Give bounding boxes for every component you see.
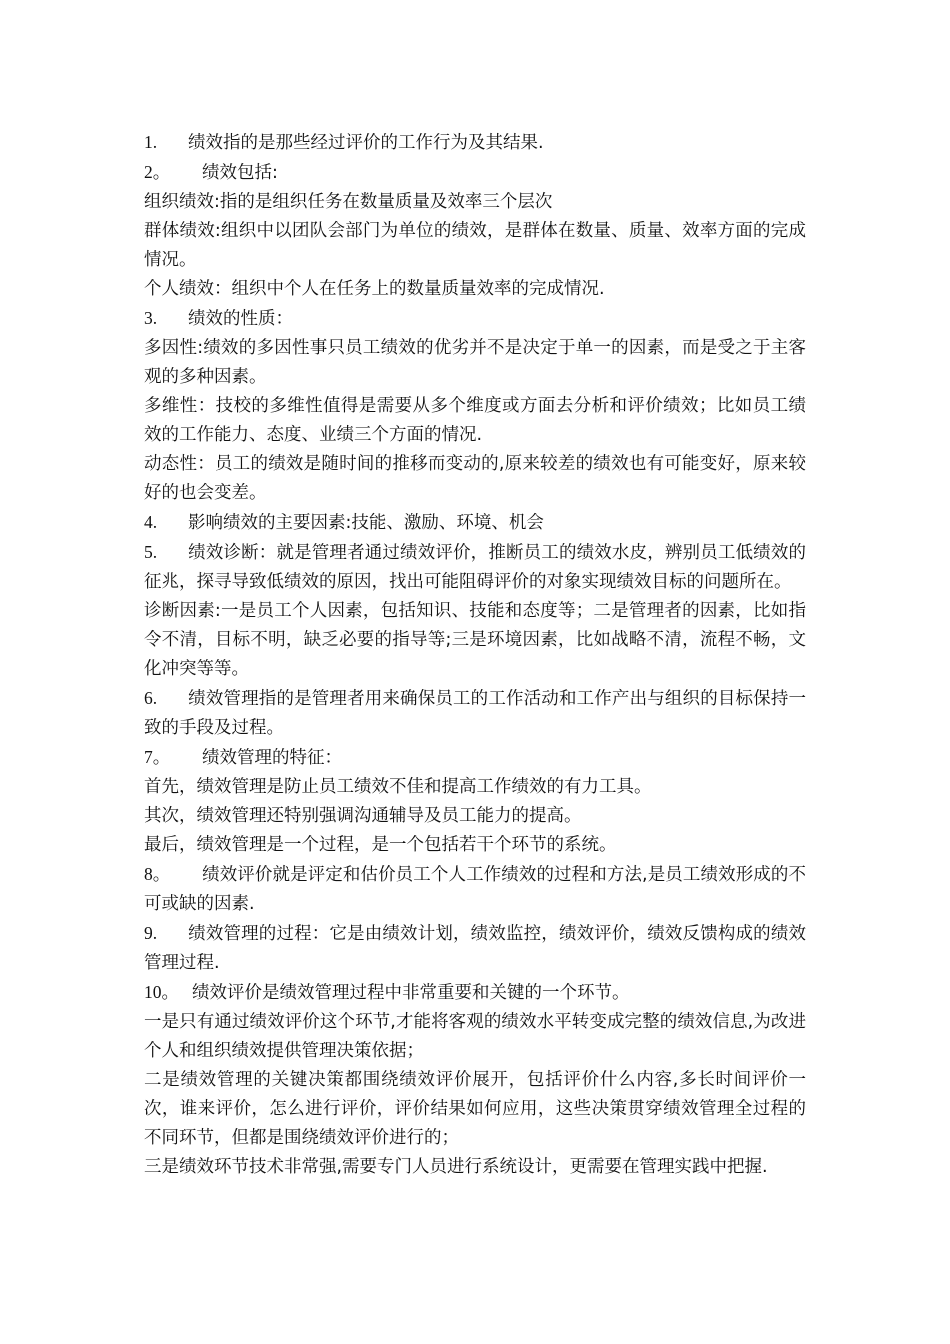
paragraph-text: 首先，绩效管理是防止员工绩效不佳和提高工作绩效的有力工具。: [144, 777, 652, 797]
paragraph-text: 绩效诊断：就是管理者通过绩效评价，推断员工的绩效水皮，辨别员工低绩效的征兆，探寻导致低绩效的原因，找出可能阻碍评价的对象实现绩效目标的问题所在。: [144, 543, 806, 592]
paragraph: [144, 392, 806, 450]
paragraph-text: 绩效评价就是评定和估价员工个人工作绩效的过程和方法,是员工绩效形成的不可或缺的因素.: [144, 865, 806, 914]
paragraph-text: 个人绩效：组织中个人在任务上的数量质量效率的完成情况.: [144, 279, 605, 299]
paragraph-number: 9.: [144, 923, 158, 943]
paragraph-text: 绩效评价是绩效管理过程中非常重要和关键的一个环节。: [192, 983, 630, 1003]
paragraph-text: 多维性：技校的多维性值得是需要从多个维度或方面去分析和评价绩效；比如员工绩效的工作能力、态度、业绩三个方面的情况.: [144, 396, 806, 445]
paragraph: [144, 538, 806, 597]
paragraph-text: 诊断因素:一是员工个人因素，包括知识、技能和态度等；二是管理者的因素，比如指令不清，目标不明，缺乏必要的指导等;三是环境因素，比如战略不清，流程不畅，文化冲突等等。: [144, 601, 806, 679]
paragraph: [144, 304, 806, 334]
paragraph: [144, 275, 806, 304]
paragraph-text: 绩效包括:: [202, 163, 278, 183]
paragraph-number: 3.: [144, 308, 158, 328]
paragraph-text: 其次，绩效管理还特别强调沟通辅导及员工能力的提高。: [144, 806, 582, 826]
paragraph-number: 2。: [144, 162, 171, 182]
paragraph-text: 影响绩效的主要因素:技能、激励、环境、机会: [188, 513, 544, 533]
paragraph-text: 一是只有通过绩效评价这个环节,才能将客观的绩效水平转变成完整的绩效信息,为改进个人和组织绩效提供管理决策依据；: [144, 1012, 806, 1061]
paragraph-list: [144, 128, 806, 1182]
paragraph-text: 最后，绩效管理是一个过程，是一个包括若干个环节的系统。: [144, 835, 617, 855]
paragraph: [144, 128, 806, 158]
paragraph-number: 5.: [144, 542, 158, 562]
paragraph-number: 6.: [144, 688, 158, 708]
paragraph-number: 4.: [144, 512, 158, 532]
paragraph-text: 群体绩效:组织中以团队会部门为单位的绩效，是群体在数量、质量、效率方面的完成情况。: [144, 221, 806, 270]
paragraph: [144, 802, 806, 831]
paragraph-text: 绩效的性质：: [188, 309, 293, 329]
paragraph: [144, 919, 806, 978]
paragraph: [144, 158, 806, 188]
paragraph: [144, 1153, 806, 1182]
paragraph-text: 绩效指的是那些经过评价的工作行为及其结果.: [188, 133, 544, 153]
paragraph-number: 8。: [144, 864, 171, 884]
paragraph-text: 绩效管理的特征：: [202, 748, 342, 768]
paragraph: [144, 773, 806, 802]
paragraph: [144, 217, 806, 275]
paragraph-text: 组织绩效:指的是组织任务在数量质量及效率三个层次: [144, 192, 553, 212]
paragraph-text: 绩效管理指的是管理者用来确保员工的工作活动和工作产出与组织的目标保持一致的手段及过程。: [144, 689, 806, 738]
paragraph: [144, 450, 806, 508]
paragraph: [144, 978, 806, 1008]
paragraph-number: 10。: [144, 982, 179, 1002]
paragraph-number: 1.: [144, 132, 158, 152]
paragraph-text: 二是绩效管理的关键决策都围绕绩效评价展开，包括评价什么内容,多长时间评价一次，谁来评价，怎么进行评价，评价结果如何应用，这些决策贯穿绩效管理全过程的不同环节，但都是围绕绩效评价进行的；: [144, 1070, 806, 1148]
paragraph: [144, 684, 806, 743]
paragraph: [144, 188, 806, 217]
paragraph-text: 动态性：员工的绩效是随时间的推移而变动的,原来较差的绩效也有可能变好，原来较好的也会变差。: [144, 454, 806, 503]
paragraph: [144, 1008, 806, 1066]
paragraph-text: 三是绩效环节技术非常强,需要专门人员进行系统设计，更需要在管理实践中把握.: [144, 1157, 768, 1177]
paragraph-number: 7。: [144, 747, 171, 767]
paragraph: [144, 508, 806, 538]
paragraph: [144, 1066, 806, 1153]
paragraph: [144, 334, 806, 392]
paragraph-text: 绩效管理的过程：它是由绩效计划，绩效监控，绩效评价，绩效反馈构成的绩效管理过程.: [144, 924, 806, 973]
paragraph: [144, 597, 806, 684]
paragraph: [144, 860, 806, 919]
paragraph: [144, 743, 806, 773]
paragraph: [144, 831, 806, 860]
paragraph-text: 多因性:绩效的多因性事只员工绩效的优劣并不是决定于单一的因素，而是受之于主客观的多种因素。: [144, 338, 806, 387]
document-page: [144, 128, 806, 1182]
